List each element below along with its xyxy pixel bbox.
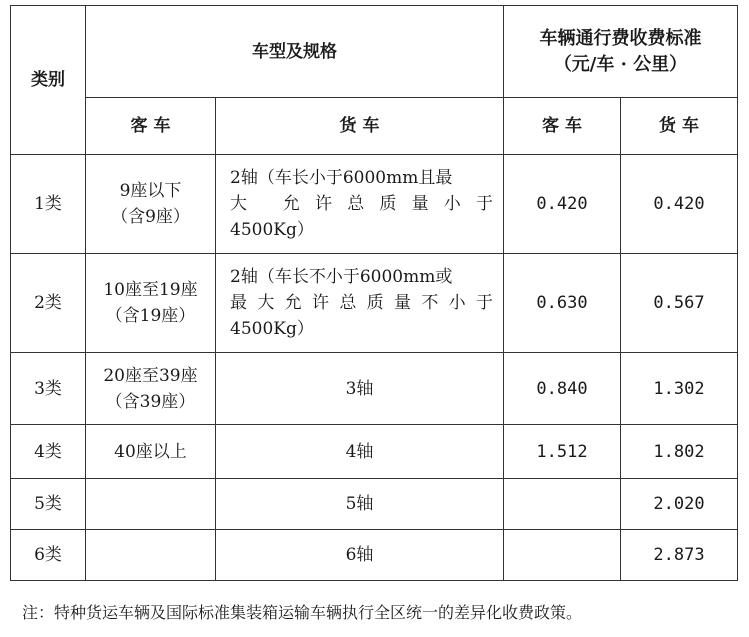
table-body	[11, 155, 738, 581]
freight-spec-line: 3轴	[345, 378, 374, 399]
row-freight-spec	[216, 530, 504, 581]
freight-spec-line: 4轴	[345, 441, 374, 462]
row-category: 6类	[11, 530, 86, 581]
header-fee-title: 车辆通行费收费标准	[539, 27, 702, 49]
freight-spec-line: 5轴	[345, 494, 374, 514]
header-spec-title: 车型及规格	[86, 6, 504, 98]
row-passenger-fee: 0.630	[504, 254, 621, 353]
header-fee-freight: 货 车	[621, 98, 738, 155]
row-freight-fee: 0.567	[621, 254, 738, 353]
passenger-spec-line: 9座以下	[119, 181, 182, 201]
header-fee-passenger: 客 车	[504, 98, 621, 155]
header-spec-passenger: 客 车	[86, 98, 216, 155]
row-passenger-spec	[86, 425, 216, 479]
header-fee-unit: （元/车 · 公里）	[553, 53, 688, 75]
row-freight-fee: 2.020	[621, 479, 738, 530]
freight-spec-line: 2轴（车长小于6000mm且最	[230, 168, 453, 188]
passenger-spec-line: （含39座）	[105, 391, 196, 412]
freight-spec-line: 大 允许总质量小于	[230, 194, 493, 214]
freight-spec-line: 4500Kg）	[230, 220, 314, 240]
table-row	[11, 425, 738, 479]
row-freight-spec	[216, 479, 504, 530]
header-row-top	[11, 6, 738, 98]
freight-spec-line: 4500Kg）	[230, 319, 314, 339]
row-freight-fee: 0.420	[621, 155, 738, 254]
header-row-sub	[11, 98, 738, 155]
row-passenger-fee: 1.512	[504, 425, 621, 479]
row-passenger-spec	[86, 530, 216, 581]
row-passenger-spec	[86, 254, 216, 353]
header-category: 类别	[11, 6, 86, 155]
toll-fee-table	[10, 5, 738, 581]
freight-spec-line: 6轴	[345, 545, 374, 565]
passenger-spec-line: 10座至19座	[103, 280, 198, 300]
row-category: 4类	[11, 425, 86, 479]
row-freight-spec	[216, 353, 504, 425]
row-freight-spec	[216, 425, 504, 479]
row-freight-fee: 1.802	[621, 425, 738, 479]
table-row	[11, 353, 738, 425]
row-freight-fee: 2.873	[621, 530, 738, 581]
row-passenger-fee: 0.840	[504, 353, 621, 425]
row-category: 3类	[11, 353, 86, 425]
header-fee-block	[504, 6, 738, 98]
passenger-spec-line: （含19座）	[105, 306, 196, 326]
row-passenger-fee: 0.420	[504, 155, 621, 254]
freight-spec-line: 最大允许总质量不小于	[230, 293, 493, 313]
row-freight-spec	[216, 254, 504, 353]
table-row	[11, 155, 738, 254]
row-passenger-spec	[86, 155, 216, 254]
header-spec-freight: 货 车	[216, 98, 504, 155]
row-passenger-fee	[504, 479, 621, 530]
row-category: 2类	[11, 254, 86, 353]
table-row	[11, 479, 738, 530]
row-passenger-spec	[86, 479, 216, 530]
passenger-spec-line: （含9座）	[111, 207, 190, 227]
row-category: 5类	[11, 479, 86, 530]
row-passenger-fee	[504, 530, 621, 581]
table-row	[11, 254, 738, 353]
passenger-spec-line: 20座至39座	[103, 365, 198, 386]
row-freight-fee: 1.302	[621, 353, 738, 425]
row-category: 1类	[11, 155, 86, 254]
freight-spec-line: 2轴（车长不小于6000mm或	[230, 267, 453, 287]
table-row	[11, 530, 738, 581]
passenger-spec-line: 40座以上	[114, 441, 187, 462]
row-freight-spec	[216, 155, 504, 254]
row-passenger-spec	[86, 353, 216, 425]
footnote: 注：特种货运车辆及国际标准集装箱运输车辆执行全区统一的差异化收费政策。	[22, 603, 583, 622]
